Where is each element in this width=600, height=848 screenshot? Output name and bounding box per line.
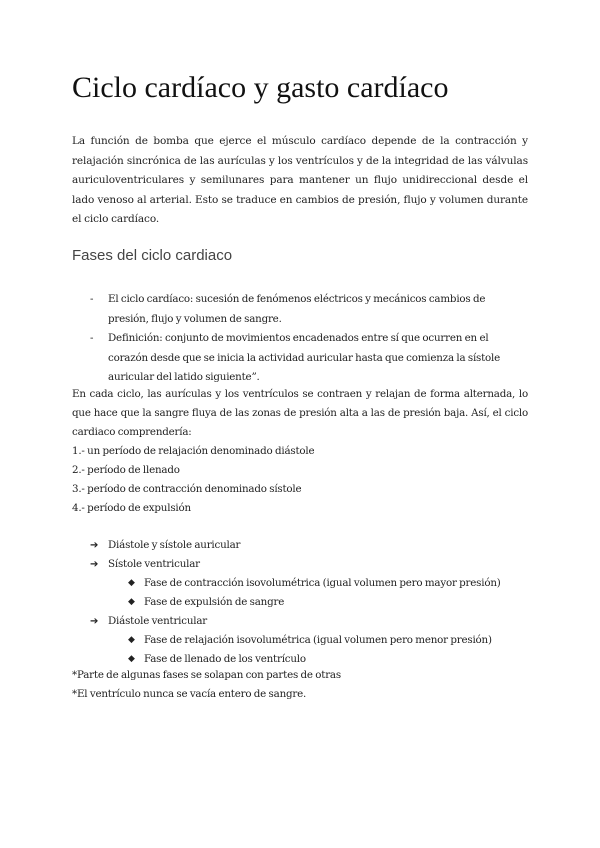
phase-item	[90, 612, 501, 669]
arrow-right-icon: ➔	[90, 559, 99, 570]
diamond-bullet-icon: ◆	[128, 578, 135, 588]
sub-phase-item	[108, 574, 501, 593]
phase-item-text: Sístole ventricular	[108, 558, 200, 570]
list-item	[72, 329, 528, 388]
phase-list	[90, 536, 501, 669]
phase-item	[90, 536, 501, 555]
diamond-bullet-icon: ◆	[128, 635, 135, 645]
dash-bullet: -	[90, 332, 94, 345]
phase-item	[90, 555, 501, 612]
list-item-text: El ciclo cardíaco: sucesión de fenómenos eléctricos y mecánicos cambios de presión, flujo y volumen de sangre.	[108, 293, 486, 325]
intro-paragraph: La función de bomba que ejerce el músculo cardíaco depende de la contracción y relajación sincrónica de las aurículas y los ventrículos y de la integridad de las válvulas auriculoventriculares y semilunares para mantener un flujo unidireccional desde el lado venoso al arterial. Esto se traduce en cambios de presión, flujo y volumen durante el ciclo cardíaco.	[72, 135, 528, 226]
note-line: *Parte de algunas fases se solapan con partes de otras	[72, 669, 341, 681]
period-line: 4.- período de expulsión	[72, 502, 191, 514]
sub-phase-text: Fase de expulsión de sangre	[144, 596, 285, 608]
period-line: 3.- período de contracción denominado sístole	[72, 483, 302, 495]
note-line: *El ventrículo nunca se vacía entero de sangre.	[72, 688, 307, 700]
list-item	[72, 290, 528, 329]
definition-list	[72, 290, 528, 388]
sub-phase-list	[108, 574, 501, 612]
period-line: 2.- período de llenado	[72, 464, 180, 476]
diamond-bullet-icon: ◆	[128, 654, 135, 664]
arrow-right-icon: ➔	[90, 616, 99, 627]
notes	[72, 666, 341, 704]
sub-phase-text: Fase de llenado de los ventrículo	[144, 653, 306, 665]
sub-phase-item	[108, 593, 501, 612]
period-line: 1.- un período de relajación denominado diástole	[72, 445, 315, 457]
sub-phase-text: Fase de contracción isovolumétrica (igual volumen pero mayor presión)	[144, 577, 501, 589]
cycle-paragraph: En cada ciclo, las aurículas y los ventrículos se contraen y relajan de forma alternada, lo que hace que la sangre fluya de las zonas de presión alta a las de presión baja. Así, el ciclo cardiaco comprendería:	[72, 388, 528, 438]
phase-item-text: Diástole y sístole auricular	[108, 539, 241, 551]
diamond-bullet-icon: ◆	[128, 597, 135, 607]
sub-phase-item	[108, 631, 501, 650]
sub-phase-text: Fase de relajación isovolumétrica (igual volumen pero menor presión)	[144, 634, 492, 646]
sub-phase-list	[108, 631, 501, 669]
dash-bullet: -	[90, 293, 94, 305]
phase-item-text: Diástole ventricular	[108, 615, 208, 627]
page-title: Ciclo cardíaco y gasto cardíaco	[72, 71, 449, 104]
list-item-text: Definición: conjunto de movimientos encadenados entre sí que ocurren en el corazón desde que se inicia la actividad auricular hasta que comienza la sístole auricular del latido siguiente”.	[108, 332, 501, 384]
section-heading: Fases del ciclo cardiaco	[72, 247, 233, 264]
arrow-right-icon: ➔	[90, 540, 99, 551]
cycle-description	[72, 385, 528, 518]
